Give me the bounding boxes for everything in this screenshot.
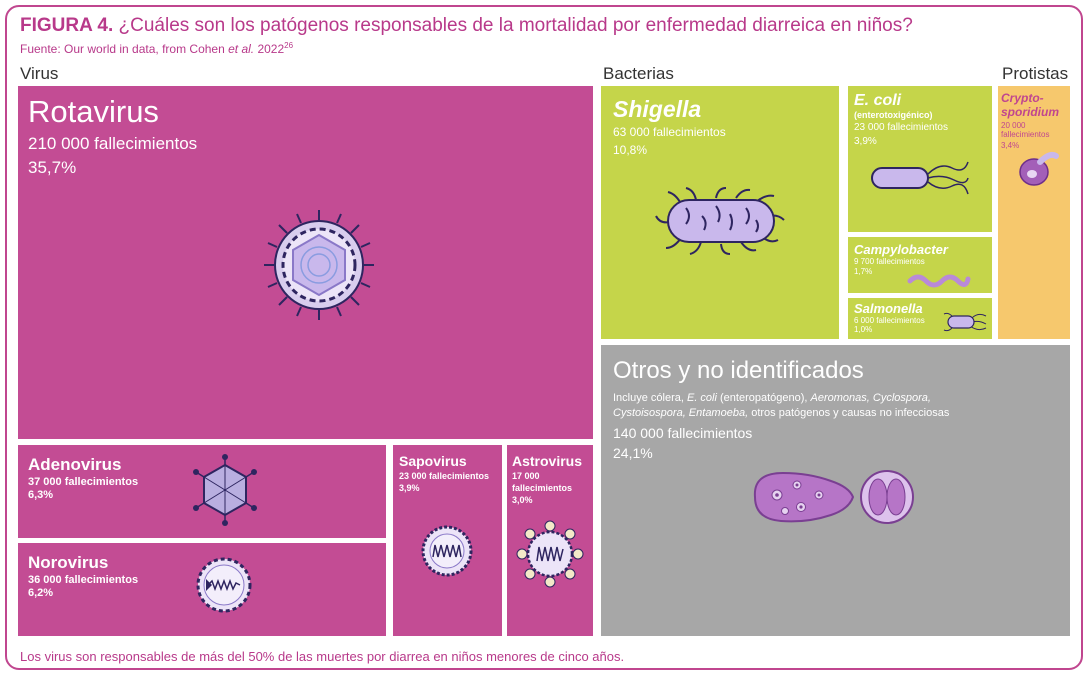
tile-norovirus <box>18 543 386 636</box>
tile-pct: 10,8% <box>613 143 648 157</box>
tile-pct: 3,0% <box>512 495 533 505</box>
tile-deaths: 9 700 fallecimientos <box>854 257 925 266</box>
tile-pct: 6,2% <box>28 587 54 599</box>
desc-part: E. coli <box>686 392 717 404</box>
tile-pct: 1,0% <box>854 325 873 334</box>
tile-ecoli <box>848 86 992 232</box>
desc-part: Aeromonas, Cyclospora, <box>810 392 931 404</box>
tile-deaths: 36 000 fallecimientos <box>28 574 139 586</box>
desc-part: (enteropatógeno), <box>716 392 811 404</box>
tile-otros <box>601 345 1070 636</box>
tile-name: Rotavirus <box>28 94 159 129</box>
tile-astrovirus <box>507 445 593 636</box>
tile-shigella <box>601 86 839 339</box>
group-label-protistas: Protistas <box>1002 64 1069 83</box>
tile-deaths: 140 000 fallecimientos <box>613 425 753 441</box>
tile-deaths-line2: fallecimientos <box>512 483 573 493</box>
source-prefix: Fuente: Our world in data, from Cohen <box>20 42 229 56</box>
tile-pct: 24,1% <box>613 445 653 461</box>
group-label-bacterias: Bacterias <box>603 64 674 83</box>
group-label-virus: Virus <box>20 64 59 83</box>
tile-subtitle: (enterotoxigénico) <box>854 110 933 120</box>
tile-name-line2: sporidium <box>1001 105 1060 119</box>
tile-name: Astrovirus <box>512 453 583 469</box>
source-ref: 26 <box>284 41 294 50</box>
tile-name: Norovirus <box>28 553 109 572</box>
desc-part: Incluye cólera, <box>613 392 687 404</box>
tile-adenovirus <box>18 445 386 538</box>
source-italic: et al. <box>228 42 255 56</box>
tile-salmonella <box>848 298 992 339</box>
campylobacter-icon <box>906 273 972 289</box>
figure-source <box>20 41 293 56</box>
tile-name: Shigella <box>613 96 702 122</box>
tile-deaths: 37 000 fallecimientos <box>28 476 139 488</box>
tile-sapovirus <box>393 445 502 636</box>
rotavirus-icon <box>264 210 374 320</box>
source-suffix: 2022 <box>254 42 285 56</box>
tile-deaths-line1: 20 000 <box>1001 121 1026 130</box>
norovirus-icon <box>196 557 252 613</box>
ecoli-icon <box>870 158 970 198</box>
tile-deaths: 63 000 fallecimientos <box>613 125 726 139</box>
desc-part: otros patógenos y causas no infecciosas <box>748 407 950 419</box>
tile-deaths: 23 000 fallecimientos <box>854 122 948 133</box>
tile-cryptosporidium <box>998 86 1070 339</box>
figure-footer: Los virus son responsables de más del 50% de las muertes por diarrea en niños menores de cinco años. <box>20 649 625 664</box>
tile-deaths: 210 000 fallecimientos <box>28 134 198 153</box>
tile-name-line1: Crypto- <box>1001 91 1044 105</box>
tile-name: Salmonella <box>854 301 923 316</box>
tile-pct: 35,7% <box>28 158 77 177</box>
desc-part: Cystoisospora, Entamoeba, <box>613 407 749 419</box>
tile-pct: 3,9% <box>399 483 420 493</box>
tile-pct: 1,7% <box>854 267 873 276</box>
tile-deaths-line2: fallecimientos <box>1001 130 1050 139</box>
tile-rotavirus <box>18 86 593 439</box>
tile-deaths-line1: 17 000 <box>512 471 540 481</box>
figure-title-text: ¿Cuáles son los patógenos responsables de la mortalidad por enfermedad diarreica en niños? <box>118 15 913 36</box>
tile-pct: 6,3% <box>28 489 54 501</box>
cryptosporidium-icon <box>1016 150 1058 188</box>
protozoa-icon <box>749 467 919 527</box>
tile-name: Sapovirus <box>399 453 467 469</box>
sapovirus-icon <box>421 525 473 577</box>
tile-campylobacter <box>848 237 992 293</box>
tile-deaths: 6 000 fallecimientos <box>854 316 925 325</box>
tile-pct: 3,4% <box>1001 141 1020 150</box>
shigella-icon <box>656 186 786 256</box>
tile-name: Adenovirus <box>28 455 122 474</box>
salmonella-icon <box>944 312 988 332</box>
tile-description <box>613 391 1058 421</box>
tile-name: E. coli <box>854 92 902 109</box>
astrovirus-icon <box>517 521 583 587</box>
tile-name: Otros y no identificados <box>613 357 864 384</box>
adenovirus-icon <box>190 455 260 525</box>
figure-label: FIGURA 4. <box>20 15 114 36</box>
figure-title <box>20 15 913 37</box>
tile-deaths: 23 000 fallecimientos <box>399 471 490 481</box>
tile-pct: 3,9% <box>854 136 877 147</box>
tile-name: Campylobacter <box>854 242 948 257</box>
